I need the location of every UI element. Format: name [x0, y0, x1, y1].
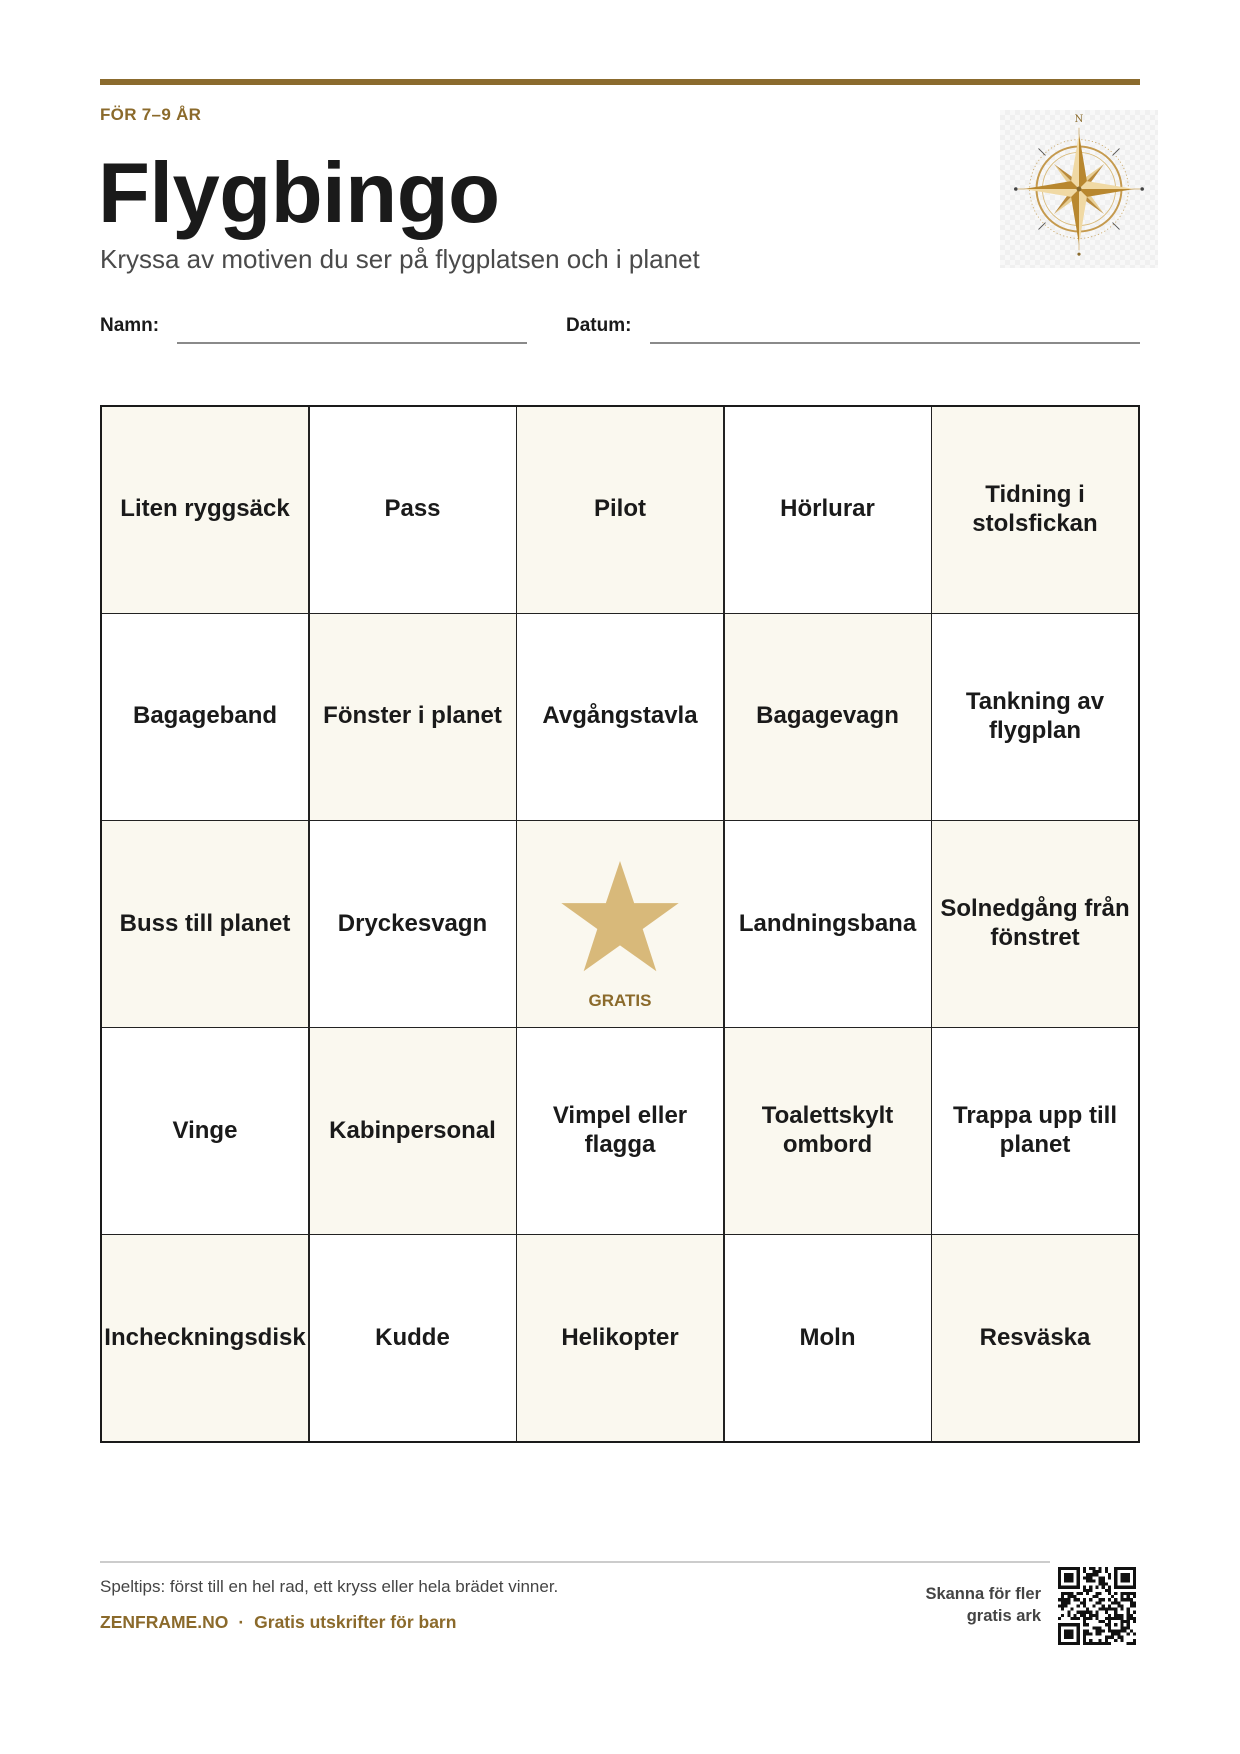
brand-line [100, 1611, 456, 1633]
bingo-cell [517, 614, 723, 820]
bingo-cell-label: Bagageband [132, 702, 278, 730]
bingo-cell [310, 614, 516, 820]
bingo-cell [932, 1235, 1138, 1441]
bingo-cell [725, 614, 931, 820]
bingo-cell-label: Dryckesvagn [337, 909, 488, 937]
bingo-cell-label: Helikopter [561, 1323, 679, 1351]
date-label: Datum: [566, 315, 632, 336]
bingo-cell-label: Kudde [375, 1323, 450, 1351]
scan-caption-line-1: Skanna för fler [925, 1585, 1041, 1603]
bingo-cell [310, 1028, 516, 1234]
top-accent-bar [100, 79, 1140, 85]
bingo-cell-label: Resväska [979, 1323, 1091, 1351]
bingo-cell [102, 821, 308, 1027]
free-space-cell [517, 821, 723, 1027]
scan-caption [925, 1583, 1041, 1627]
bingo-cell-label: Vinge [172, 1116, 238, 1144]
bingo-cell-label: Liten ryggsäck [120, 495, 290, 523]
page-title: Flygbingo [98, 146, 500, 241]
bingo-cell [310, 821, 516, 1027]
bingo-cell [102, 614, 308, 820]
star-icon [560, 861, 680, 975]
bingo-cell-label: Hörlurar [780, 495, 875, 523]
bingo-cell [517, 1028, 723, 1234]
bingo-cell-label: Pass [384, 495, 441, 523]
compass-north-label: N [1074, 113, 1084, 125]
qr-pattern [1058, 1567, 1136, 1645]
bingo-cell-label: Kabinpersonal [329, 1116, 496, 1144]
bingo-cell-label: Vimpel eller flagga [552, 1102, 688, 1159]
qr-code-icon [1058, 1567, 1136, 1645]
brand-tagline: Gratis utskrifter för barn [254, 1612, 457, 1632]
bingo-cell-label: Incheckningsdisk [104, 1323, 306, 1351]
bingo-cell [725, 1235, 931, 1441]
bingo-cell-label: Toalettskylt ombord [761, 1102, 894, 1159]
compass-rose-icon [1000, 110, 1158, 268]
bingo-cell-label: Trappa upp till planet [952, 1102, 1117, 1159]
bingo-cell-label: Fönster i planet [323, 702, 502, 730]
bingo-cell [517, 407, 723, 613]
bingo-cell [725, 1028, 931, 1234]
bingo-board [100, 405, 1140, 1443]
bingo-cell [725, 821, 931, 1027]
page-subtitle: Kryssa av motiven du ser på flygplatsen och i planet [100, 244, 700, 274]
name-label: Namn: [100, 315, 160, 336]
name-line [177, 342, 527, 344]
bingo-cell [310, 407, 516, 613]
bingo-cell [102, 407, 308, 613]
bingo-cell-label: Landningsbana [738, 909, 917, 937]
bingo-cell [932, 407, 1138, 613]
bingo-cell-label: Tidning i stolsfickan [972, 481, 1098, 537]
bingo-cell-label: Solnedgång från fönstret [940, 895, 1130, 951]
bingo-cell-label: Tankning av flygplan [965, 688, 1105, 744]
bingo-cell [102, 1028, 308, 1234]
bingo-cell [932, 614, 1138, 820]
game-tip: Speltips: först till en hel rad, ett kryss eller hela brädet vinner. [100, 1577, 559, 1596]
bingo-cell-label: Buss till planet [119, 909, 291, 937]
bingo-cell [725, 407, 931, 613]
bingo-cell-label: Moln [799, 1323, 856, 1351]
brand-separator: · [238, 1612, 245, 1632]
bingo-cell [932, 821, 1138, 1027]
bingo-cell [102, 1235, 308, 1441]
bingo-cell [932, 1028, 1138, 1234]
bingo-cell [310, 1235, 516, 1441]
age-label: FÖR 7–9 ÅR [100, 105, 202, 124]
free-space-label: GRATIS [588, 991, 652, 1011]
bingo-cell [517, 1235, 723, 1441]
bingo-cell-label: Pilot [594, 495, 646, 523]
bingo-cell-label: Avgångstavla [542, 702, 698, 730]
date-line [650, 342, 1140, 344]
bingo-cell-label: Bagagevagn [756, 702, 899, 730]
brand-name: ZENFRAME.NO [100, 1612, 229, 1632]
scan-caption-line-2: gratis ark [966, 1607, 1041, 1625]
footer-divider [100, 1561, 1050, 1563]
